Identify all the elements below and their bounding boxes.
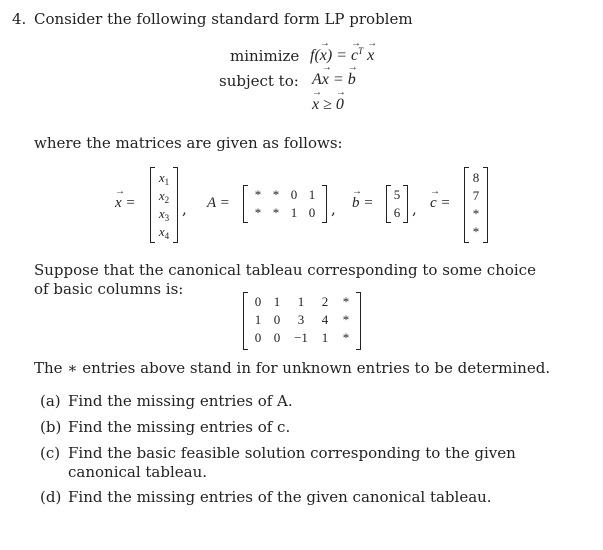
part-c-text: Find the basic feasible solution corresponding to the given canonical tableau.: [68, 444, 516, 481]
tableau-entry: 2: [321, 294, 329, 309]
b-vector: [386, 185, 408, 223]
A-entry: 1: [308, 187, 316, 202]
A-matrix-label: A =: [207, 195, 230, 211]
c-entry: 7: [472, 188, 480, 203]
part-c-label: (c): [40, 444, 61, 462]
tableau-entry: −1: [294, 330, 308, 345]
unknown-entries-note: The ∗ entries above stand in for unknown entries to be determined.: [34, 359, 551, 377]
c-vector: [464, 167, 488, 243]
part-d-label: (d): [40, 488, 62, 506]
comma: ,: [182, 200, 187, 218]
tableau-entry: 1: [273, 294, 281, 309]
x-entry-2: $x_2$: [158, 188, 170, 205]
objective-function: f(→ x) = → $c^T \to x$: [310, 46, 374, 65]
tableau-intro: Suppose that the canonical tableau corresponding to some choice of basic columns is:: [34, 261, 536, 298]
part-b-text: Find the missing entries of c.: [68, 418, 291, 436]
tableau-entry: 1: [254, 312, 262, 327]
part-d-text: Find the missing entries of the given canonical tableau.: [68, 488, 492, 506]
part-b-label: (b): [40, 418, 62, 436]
comma: ,: [331, 200, 336, 218]
minimize-label: minimize: [230, 47, 300, 65]
b-entry: 5: [393, 187, 401, 202]
canonical-tableau: [243, 292, 361, 350]
A-entry: 1: [290, 205, 298, 220]
c-vector-label: → c =: [430, 195, 451, 212]
tableau-entry: 0: [254, 294, 262, 309]
tableau-entry: 0: [273, 312, 281, 327]
A-entry: 0: [308, 205, 316, 220]
A-entry: *: [272, 205, 280, 220]
nonnegativity-constraint: → x ≥ → 0: [312, 96, 344, 114]
c-entry: 8: [472, 170, 480, 185]
A-entry: *: [272, 187, 280, 202]
x-entry-4: $x_4$: [158, 224, 170, 241]
tableau-entry: 0: [273, 330, 281, 345]
b-vector-label: → b =: [352, 195, 373, 212]
tableau-entry: 0: [254, 330, 262, 345]
constraint-equation: A→ x = → b: [312, 71, 356, 89]
A-entry: *: [254, 187, 262, 202]
part-a-label: (a): [40, 392, 61, 410]
tableau-entry: *: [342, 294, 350, 309]
matrices-intro: where the matrices are given as follows:: [34, 134, 343, 152]
c-entry: *: [472, 206, 480, 221]
b-entry: 6: [393, 205, 401, 220]
comma: ,: [412, 200, 417, 218]
subject-to-label: subject to:: [219, 72, 299, 90]
A-matrix: [243, 185, 327, 223]
x-entry-1: $x_1$: [158, 170, 170, 187]
tableau-entry: 3: [297, 312, 305, 327]
part-a-text: Find the missing entries of A.: [68, 392, 293, 410]
c-entry: *: [472, 224, 480, 239]
tableau-entry: *: [342, 330, 350, 345]
A-entry: 0: [290, 187, 298, 202]
tableau-entry: *: [342, 312, 350, 327]
problem-number: 4.: [12, 10, 27, 28]
x-vector: [150, 167, 178, 243]
tableau-entry: 1: [297, 294, 305, 309]
tableau-entry: 4: [321, 312, 329, 327]
problem-intro: Consider the following standard form LP problem: [34, 10, 413, 28]
A-entry: *: [254, 205, 262, 220]
tableau-entry: 1: [321, 330, 329, 345]
x-vector-label: → x =: [115, 195, 136, 212]
x-entry-3: $x_3$: [158, 206, 170, 223]
